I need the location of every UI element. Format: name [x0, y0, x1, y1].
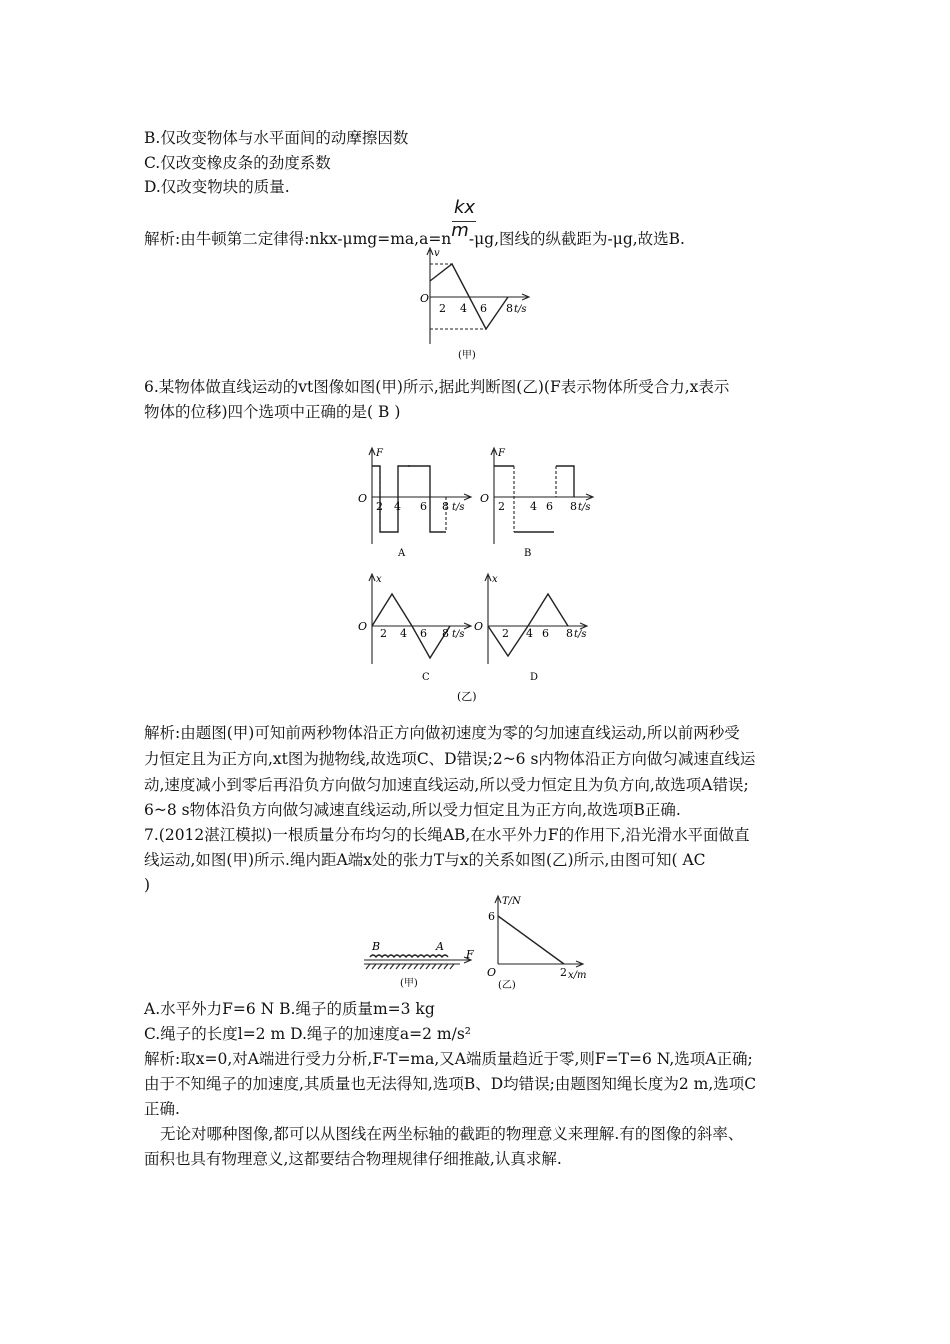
option-c-tick-8: 8	[442, 627, 449, 640]
tension-graph	[484, 892, 594, 992]
solution-5-part2: -μg,图线的纵截距为-μg,故选B.	[468, 230, 685, 248]
solution-7-line-1: 解析:取x=0,对A端进行受力分析,F-T=ma,又A端质量趋近于零,则F=T=6 N,选项A正确;	[144, 1050, 753, 1068]
option-c-tick-6: 6	[420, 627, 427, 640]
option-b-line: B.仅改变物体与水平面间的动摩擦因数	[144, 129, 409, 147]
option-d-origin: O	[474, 620, 484, 633]
rope-force-label: F	[466, 948, 474, 961]
option-a-tick-8: 8	[442, 500, 449, 513]
rope-end-b: B	[372, 940, 381, 953]
fraction-denominator: m	[451, 220, 469, 241]
option-a-tick-6: 6	[420, 500, 427, 513]
tension-origin: O	[487, 966, 497, 979]
summary-line-2: 面积也具有物理意义,这都要结合物理规律仔细推敲,认真求解.	[144, 1150, 562, 1168]
tension-xlabel: x/m	[568, 970, 587, 981]
vt-tick-8: 8	[506, 302, 513, 315]
option-d-line: D.仅改变物块的质量.	[144, 178, 290, 196]
option-a-origin: O	[358, 492, 368, 505]
option-c-tick-4: 4	[400, 627, 407, 640]
option-c-xlabel: t/s	[452, 629, 465, 640]
option-b-tick-8: 8	[570, 500, 577, 513]
option-b-xlabel: t/s	[578, 502, 591, 513]
rope-coils	[370, 955, 448, 957]
vt-graph	[410, 244, 540, 364]
ground-hatch	[366, 964, 454, 969]
solution-7-line-2: 由于不知绳子的加速度,其质量也无法得知,选项B、D均错误;由题图知绳长度为2 m,选项C	[144, 1075, 757, 1093]
option-c-tick-2: 2	[380, 627, 387, 640]
option-a-ylabel: F	[376, 448, 383, 459]
vt-xlabel: t/s	[514, 304, 527, 315]
tension-ylabel: T/N	[502, 896, 521, 907]
tension-ytick: 6	[488, 910, 495, 923]
option-c-origin: O	[358, 620, 368, 633]
option-d-tick-6: 6	[542, 627, 549, 640]
vt-tick-4: 4	[460, 302, 467, 315]
question-7-line-1: 7.(2012湛江模拟)一根质量分布均匀的长绳AB,在水平外力F的作用下,沿光滑水平面做直	[144, 826, 750, 844]
tension-line	[498, 916, 564, 964]
rope-caption: (甲)	[400, 978, 418, 989]
solution-7-line-3: 正确.	[144, 1100, 180, 1118]
rope-figure	[360, 936, 480, 992]
vt-tick-6: 6	[480, 302, 487, 315]
solution-6-line-1: 解析:由题图(甲)可知前两秒物体沿正方向做初速度为零的匀加速直线运动,所以前两秒受	[144, 724, 740, 742]
solution-6-line-2: 力恒定且为正方向,xt图为抛物线,故选项C、D错误;2~6 s内物体沿正方向做匀减速直线运	[144, 750, 756, 768]
question-6-line-2: 物体的位移)四个选项中正确的是( B )	[144, 403, 401, 421]
vt-ylabel: v	[434, 248, 440, 259]
vt-origin: O	[420, 292, 430, 305]
option-a-caption: A	[398, 548, 406, 559]
fraction-numerator: kx	[454, 197, 476, 218]
option-d-xlabel: t/s	[574, 629, 587, 640]
option-c-graph	[352, 570, 477, 682]
option-d-caption: D	[530, 672, 539, 682]
option-a-graph	[352, 444, 477, 562]
tension-caption: (乙)	[498, 980, 516, 991]
option-c-ylabel: x	[376, 574, 382, 585]
option-d-ylabel: x	[492, 574, 498, 585]
option-d-tick-4: 4	[526, 627, 533, 640]
option-b-tick-4: 4	[530, 500, 537, 513]
option-a-xlabel: t/s	[452, 502, 465, 513]
option-b-tick-6: 6	[546, 500, 553, 513]
option-c-caption: C	[422, 672, 430, 682]
option-7-ab: A.水平外力F=6 N B.绳子的质量m=3 kg	[144, 1000, 435, 1018]
option-d-tick-8: 8	[566, 627, 573, 640]
solution-6-line-4: 6~8 s物体沿负方向做匀减速直线运动,所以受力恒定且为正方向,故选项B正确.	[144, 801, 681, 819]
option-7-cd: C.绳子的长度l=2 m D.绳子的加速度a=2 m/s²	[144, 1025, 471, 1043]
vt-tick-2: 2	[439, 302, 446, 315]
option-b-origin: O	[480, 492, 490, 505]
option-a-tick-2: 2	[376, 500, 383, 513]
solution-5-part1: 解析:由牛顿第二定律得:nkx-μmg=ma,a=n	[144, 230, 452, 248]
option-a-curve-2	[408, 466, 446, 532]
option-d-curve	[488, 594, 568, 656]
question-6-line-1: 6.某物体做直线运动的vt图像如图(甲)所示,据此判断图(乙)(F表示物体所受合力,x表示	[144, 378, 730, 396]
rope-end-a: A	[436, 940, 444, 953]
option-graphs-caption	[455, 686, 495, 706]
tension-xtick: 2	[560, 966, 567, 979]
question-7-line-3: )	[144, 876, 151, 894]
option-d-graph	[468, 570, 593, 682]
vt-caption: (甲)	[458, 350, 476, 361]
option-a-tick-4: 4	[394, 500, 401, 513]
option-b-graph	[474, 444, 599, 562]
summary-line-1: 无论对哪种图像,都可以从图线在两坐标轴的截距的物理意义来理解.有的图像的斜率、	[160, 1125, 744, 1143]
option-c-line: C.仅改变橡皮条的劲度系数	[144, 154, 331, 172]
option-b-tick-2: 2	[498, 500, 505, 513]
option-a-curve-1	[372, 466, 410, 532]
solution-6-line-3: 动,速度减小到零后再沿负方向做匀加速直线运动,所以受力恒定且为负方向,故选项A错误;	[144, 776, 749, 794]
question-7-line-2: 线运动,如图(甲)所示.绳内距A端x处的张力T与x的关系如图(乙)所示,由图可知( AC	[144, 851, 706, 869]
option-b-curve-3	[556, 466, 574, 497]
option-d-tick-2: 2	[502, 627, 509, 640]
option-graphs-caption-text: (乙)	[457, 690, 477, 703]
option-b-ylabel: F	[498, 448, 505, 459]
option-b-caption: B	[524, 548, 532, 559]
